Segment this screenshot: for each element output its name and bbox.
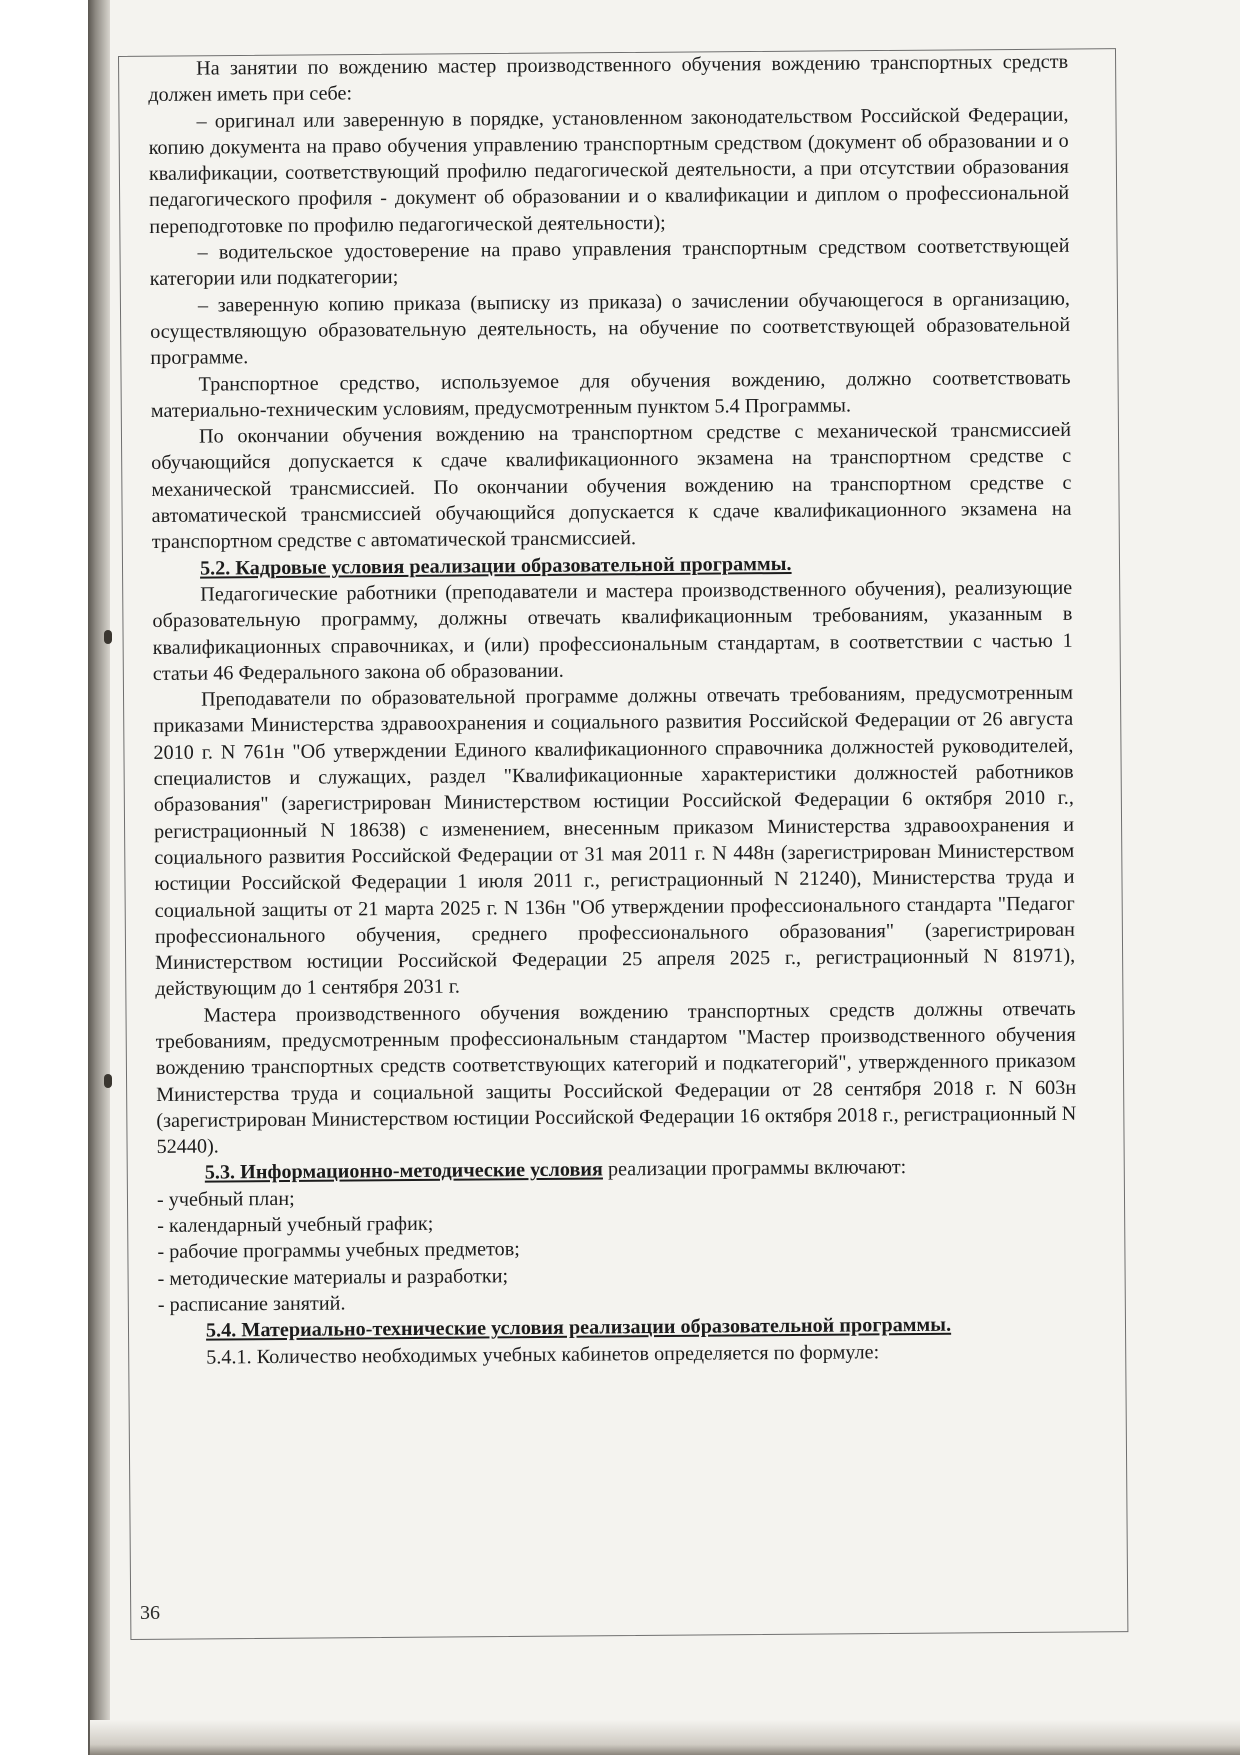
list-item-dash: – водительское удостоверение на право управления транспортным средством соответствующей категории или подкатегории; [149,234,1070,291]
section-heading-text: 5.2. Кадровые условия реализации образовательной программы. [199,552,792,580]
binding-hole [104,1074,112,1088]
binding-hole [104,630,112,644]
scan-background [0,0,90,1755]
paragraph: По окончании обучения вождению на транспортном средстве с механической трансмиссией обучающийся допускается к сдаче квалификационного экзамена на транспортном средстве с механической трансмиссией. По окончании обучения вождению на транспортном средстве с автоматической трансмиссией обучающийся допускается к сдаче квалификационного экзамена на транспортном средстве с автоматической трансмиссией. [151,418,1072,554]
paragraph: Педагогические работники (преподаватели и мастера производственного обучения), реализующие образовательную программу, должны отвечать квалификационным требованиям, указанным в квалификационных справочниках, и (или) профессиональным стандартам, в соответствии с частью 1 статьи 46 Федерального закона об образовании. [152,576,1073,685]
page-edge-shadow [88,0,110,1755]
paragraph: Транспортное средство, используемое для обучения вождению, должно соответствовать материально-техническим условиям, предусмотренным пунктом 5.4 Программы. [150,366,1071,422]
section-heading-text: 5.3. Информационно-методические условия [204,1158,603,1185]
section-heading-text: 5.4. Материально-технические условия реализации образовательной программы. [205,1313,952,1342]
paragraph: Преподаватели по образовательной программе должны отвечать требованиям, предусмотренным приказами Министерства здравоохранения и социального развития Российской Федерации от 26 августа 2010 г. N 761н "Об утверждении Единого квалификационного справочника должностей руководителей, специалистов и служащих, раздел "Квалификационные характеристики должностей работников образования" (зарегистрирован Министерством юстиции Российской Федерации 6 октября 2010 г., регистрационный N 18638) с изменением, внесенным приказом Министерства здравоохранения и социального развития Российской Федерации от 31 мая 2011 г. N 448н (зарегистрирован Министерством юстиции Российской Федерации 1 июля 2011 г., регистрационный N 21240), Министерства труда и социальной защиты от 21 марта 2025 г. N 136н "Об утверждении профессионального стандарта "Педагог профессионального обучения, среднего профессионального образования" (зарегистрирован Министерством юстиции Российской Федерации 25 апреля 2025 г., регистрационный N 81971), действующим до 1 сентября 2031 г. [153,681,1076,1001]
list-item: - расписание занятий. [157,1292,346,1316]
paragraph: Мастера производственного обучения вождению транспортных средств должны отвечать требованиям, предусмотренным профессиональным стандартом "Мастер производственного обучения вождению транспортных средств соответствующих категорий и подкатегорий", утвержденного приказом Министерства труда и социальной защиты Российской Федерации от 28 сентября 2018 г. N 603н (зарегистрирован Министерством юстиции Российской Федерации 16 октября 2018 г., регистрационный N 52440). [155,997,1077,1159]
section-heading-continuation: реализации программы включают: [607,1156,907,1181]
paragraph: На занятии по вождению мастер производственного обучения вождению транспортных средств должен иметь при себе: [148,50,1069,107]
list-item-dash: – заверенную копию приказа (выписку из приказа) о зачислении обучающегося в организацию, осуществляющую образовательную деятельность, на обучение по соответствующей образовательной программе. [150,287,1071,370]
document-body [148,49,1078,1371]
list-item: - рабочие программы учебных предметов; [157,1238,520,1264]
page-number: 36 [140,1602,160,1624]
page-bottom-shadow [90,1720,1240,1755]
list-item: - методические материалы и разработки; [157,1264,509,1290]
list-item-dash: – оригинал или заверенную в порядке, установленном законодательством Российской Федерации, копию документа на право обучения управлению транспортным средством (документ об образовании и о квалификации, соответствующий профилю педагогической деятельности, а при отсутствии образования педагогического профиля - документ об образовании и о квалификации и диплом о профессиональной переподготовке по профилю педагогической деятельности); [148,103,1070,238]
list-item: - учебный план; [156,1187,295,1211]
list-item: - календарный учебный график; [157,1212,434,1238]
paragraph: 5.4.1. Количество необходимых учебных кабинетов определяется по формуле: [206,1340,880,1369]
